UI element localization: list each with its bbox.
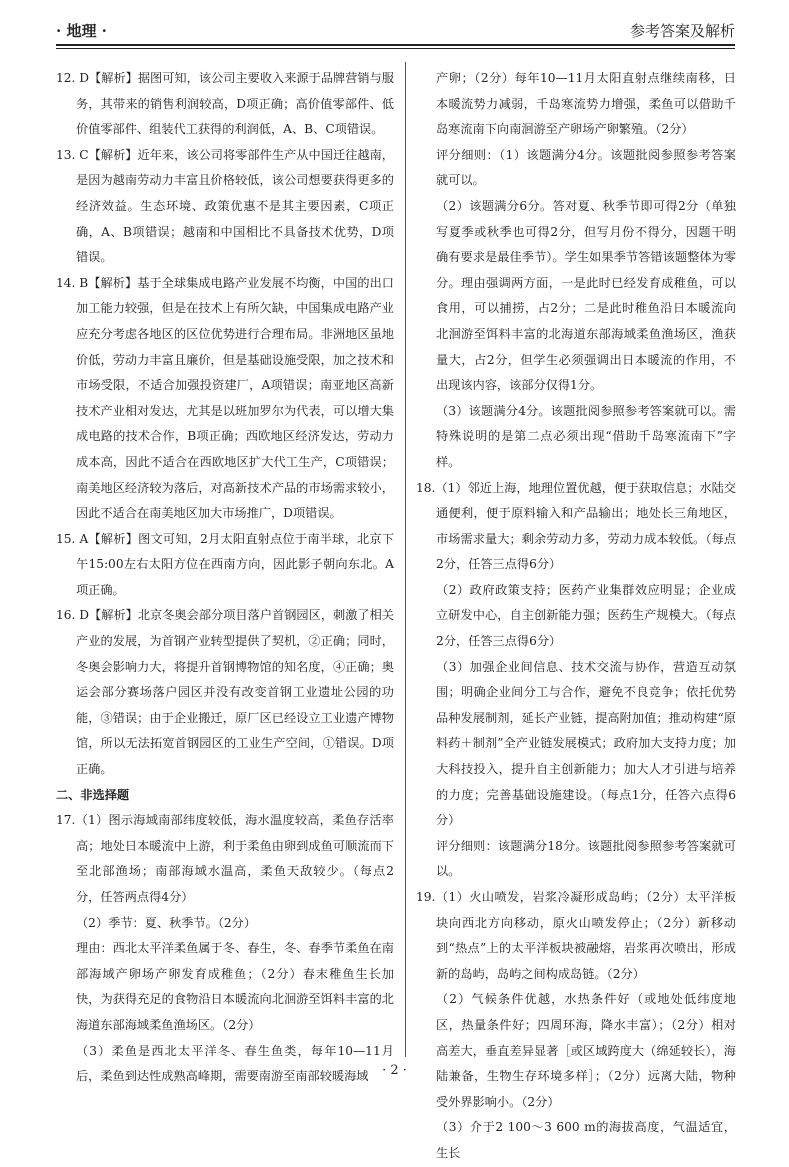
answer-q14: 14. B【解析】基于全球集成电路产业发展不均衡，中国的出口加工能力较强，但是在技术上有所欠缺，中国集成电路产业应充分考虑各地区的区位优势进行合理布局。非洲地区虽地价低，劳动力丰富且廉价，但是基础设施受限，加之技术和市场受限，不适合加强投资建厂，A项错误；南亚地区高新技术产业相对发达，尤其是以班加罗尔为代表，可以增大集成电路的技术合作，B项正确；西欧地区经济发达，劳动力成本高，因此不适合在西欧地区扩大代工生产，C项错误；南美地区经济较为落后，对高新技术产品的市场需求较小，因此不适合在南美地区加大市场推广，D项错误。 <box>56 275 394 521</box>
rubric-q17-part3: （3）该题满分4分。该题批阅参照参考答案就可以。需特殊说明的是第二点必须出现“借助千岛寒流南下”字样。 <box>436 403 736 469</box>
left-column <box>56 66 394 1090</box>
answer-q12: 12. D【解析】据图可知，该公司主要收入来源于品牌营销与服务，其带来的销售利润较高，D项正确；高价值零部件、低价值零部件、组装代工获得的利润低，A、B、C项错误。 <box>56 71 394 137</box>
right-column <box>416 66 736 1167</box>
answer-q17-part1: 17.（1）图示海域南部纬度较低，海水温度较高，柔鱼存活率高；地处日本暖流中上游，利于柔鱼由卵到成鱼可顺流而下至北部渔场；南部海域水温高，柔鱼天敌较少。（每点2分，任答两点得4分） <box>56 813 394 904</box>
answer-q18-part3: （3）加强企业间信息、技术交流与协作，营造互动氛围；明确企业间分工与合作，避免不良竞争；依托优势品种发展制剂，延长产业链，提高附加值；推动构建“原料药＋制剂”全产业链发展模式；政府加大支持力度；加大科技投入，提升自主创新能力；加大人才引进与培养的力度；完善基础设施建设。（每点1分，任答六点得6分） <box>436 659 736 828</box>
answer-q17-part2-reason: 理由：西北太平洋柔鱼属于冬、春生，冬、春季节柔鱼在南部海域产卵场产卵发育成稚鱼；（2分）春末稚鱼生长加快，为获得充足的食物沿日本暖流向北洄游至饵料丰富的北海道东部海域柔鱼渔场区。（2分） <box>76 941 394 1032</box>
answer-q13: 13. C【解析】近年来，该公司将零部件生产从中国迁往越南，是因为越南劳动力丰富且价格较低，该公司想要获得更多的经济效益。生态环境、政策优惠不是其主要因素，C项正确，A、B项错误；越南和中国相比不具备技术优势，D项错误。 <box>56 147 394 265</box>
answer-q16: 16. D【解析】北京冬奥会部分项目落户首钢园区，刺激了相关产业的发展，为首钢产业转型提供了契机，②正确；同时，冬奥会影响力大，将提升首钢博物馆的知名度，④正确；奥运会部分赛场落户园区并没有改变首钢工业遗址公园的功能，③错误；由于企业搬迁，原厂区已经设立工业遗产博物馆，所以无法拓宽首钢园区的工业生产空间，①错误。D项正确。 <box>56 608 394 777</box>
column-divider <box>405 62 406 1057</box>
header-rule-thick <box>56 44 735 46</box>
answer-q15: 15. A【解析】图文可知，2月太阳直射点位于南半球，北京下午15:00左右太阳方位在西南方向，因此影子朝向东北。A项正确。 <box>56 531 394 597</box>
answer-q17-part3: （3）柔鱼是西北太平洋冬、春生鱼类，每年10—11月后，柔鱼到达性成熟高峰期，需要南游至南部较暖海域 <box>76 1043 394 1084</box>
page-footer <box>0 1063 789 1078</box>
answer-q19-part3: （3）介于2 100～3 600 m的海拔高度，气温适宜，生长 <box>436 1120 736 1160</box>
answer-q18-part2: （2）政府政策支持；医药产业集群效应明显；企业成立研发中心，自主创新能力强；医药生产规模大。（每点2分，任答三点得6分） <box>436 582 736 649</box>
rubric-q17-part1: 评分细则：（1）该题满分4分。该题批阅参照参考答案就可以。 <box>436 147 736 188</box>
header-rule-thin <box>56 48 735 49</box>
rubric-q18: 评分细则：该题满分18分。该题批阅参照参考答案就可以。 <box>436 838 736 879</box>
page-number: · 2 · <box>382 1063 407 1078</box>
answer-q17-part2-season: （2）季节：夏、秋季节。（2分） <box>76 915 257 930</box>
document-title: 参考答案及解析 <box>629 22 735 40</box>
answer-q18-part1: 18.（1）邻近上海，地理位置优越，便于获取信息；水陆交通便利，便于原料输入和产品输出；地处长三角地区，市场需求量大；剩余劳动力多，劳动力成本较低。（每点2分，任答三点得6分） <box>416 480 736 572</box>
answer-q17-part3-cont: 产卵；（2分）每年10—11月太阳直射点继续南移，日本暖流势力减弱，千岛寒流势力增强，柔鱼可以借助千岛寒流南下向南洄游至产卵场产卵繁殖。（2分） <box>436 71 736 137</box>
page-header <box>56 14 735 44</box>
answer-q19-part2: （2）气候条件优越，水热条件好（或地处低纬度地区，热量条件好；四周环海，降水丰富）；（2分）相对高差大，垂直差异显著［或区域跨度大（绵延较长），海陆兼备，生物生存环境多样］；（2分）远离大陆，物种受外界影响小。（2分） <box>436 992 736 1109</box>
section-heading-nonchoice: 二、非选择题 <box>56 787 130 802</box>
answer-q19-part1: 19.（1）火山喷发，岩浆冷凝形成岛屿；（2分）太平洋板块向西北方向移动，原火山喷发停止；（2分）新移动到“热点”上的太平洋板块被融熔，岩浆再次喷出，形成新的岛屿，岛屿之间构成岛链。（2分） <box>416 890 736 981</box>
subject-label: · 地理 · <box>56 22 107 40</box>
rubric-q17-part2: （2）该题满分6分。答对夏、秋季节即可得2分（单独写夏季或秋季也可得2分，但写月份不得分，因题干明确有要求是最佳季节）。学生如果季节答错该题整体为零分。理由强调两方面，一是此时已经发育成稚鱼，可以食用，可以捕捞，占2分；二是此时稚鱼沿日本暖流向北洄游至饵料丰富的北海道东部海域柔鱼渔场区，渔获量大，占2分，但学生必须强调出日本暖流的作用，不出现该内容，该部分仅得1分。 <box>436 198 736 393</box>
